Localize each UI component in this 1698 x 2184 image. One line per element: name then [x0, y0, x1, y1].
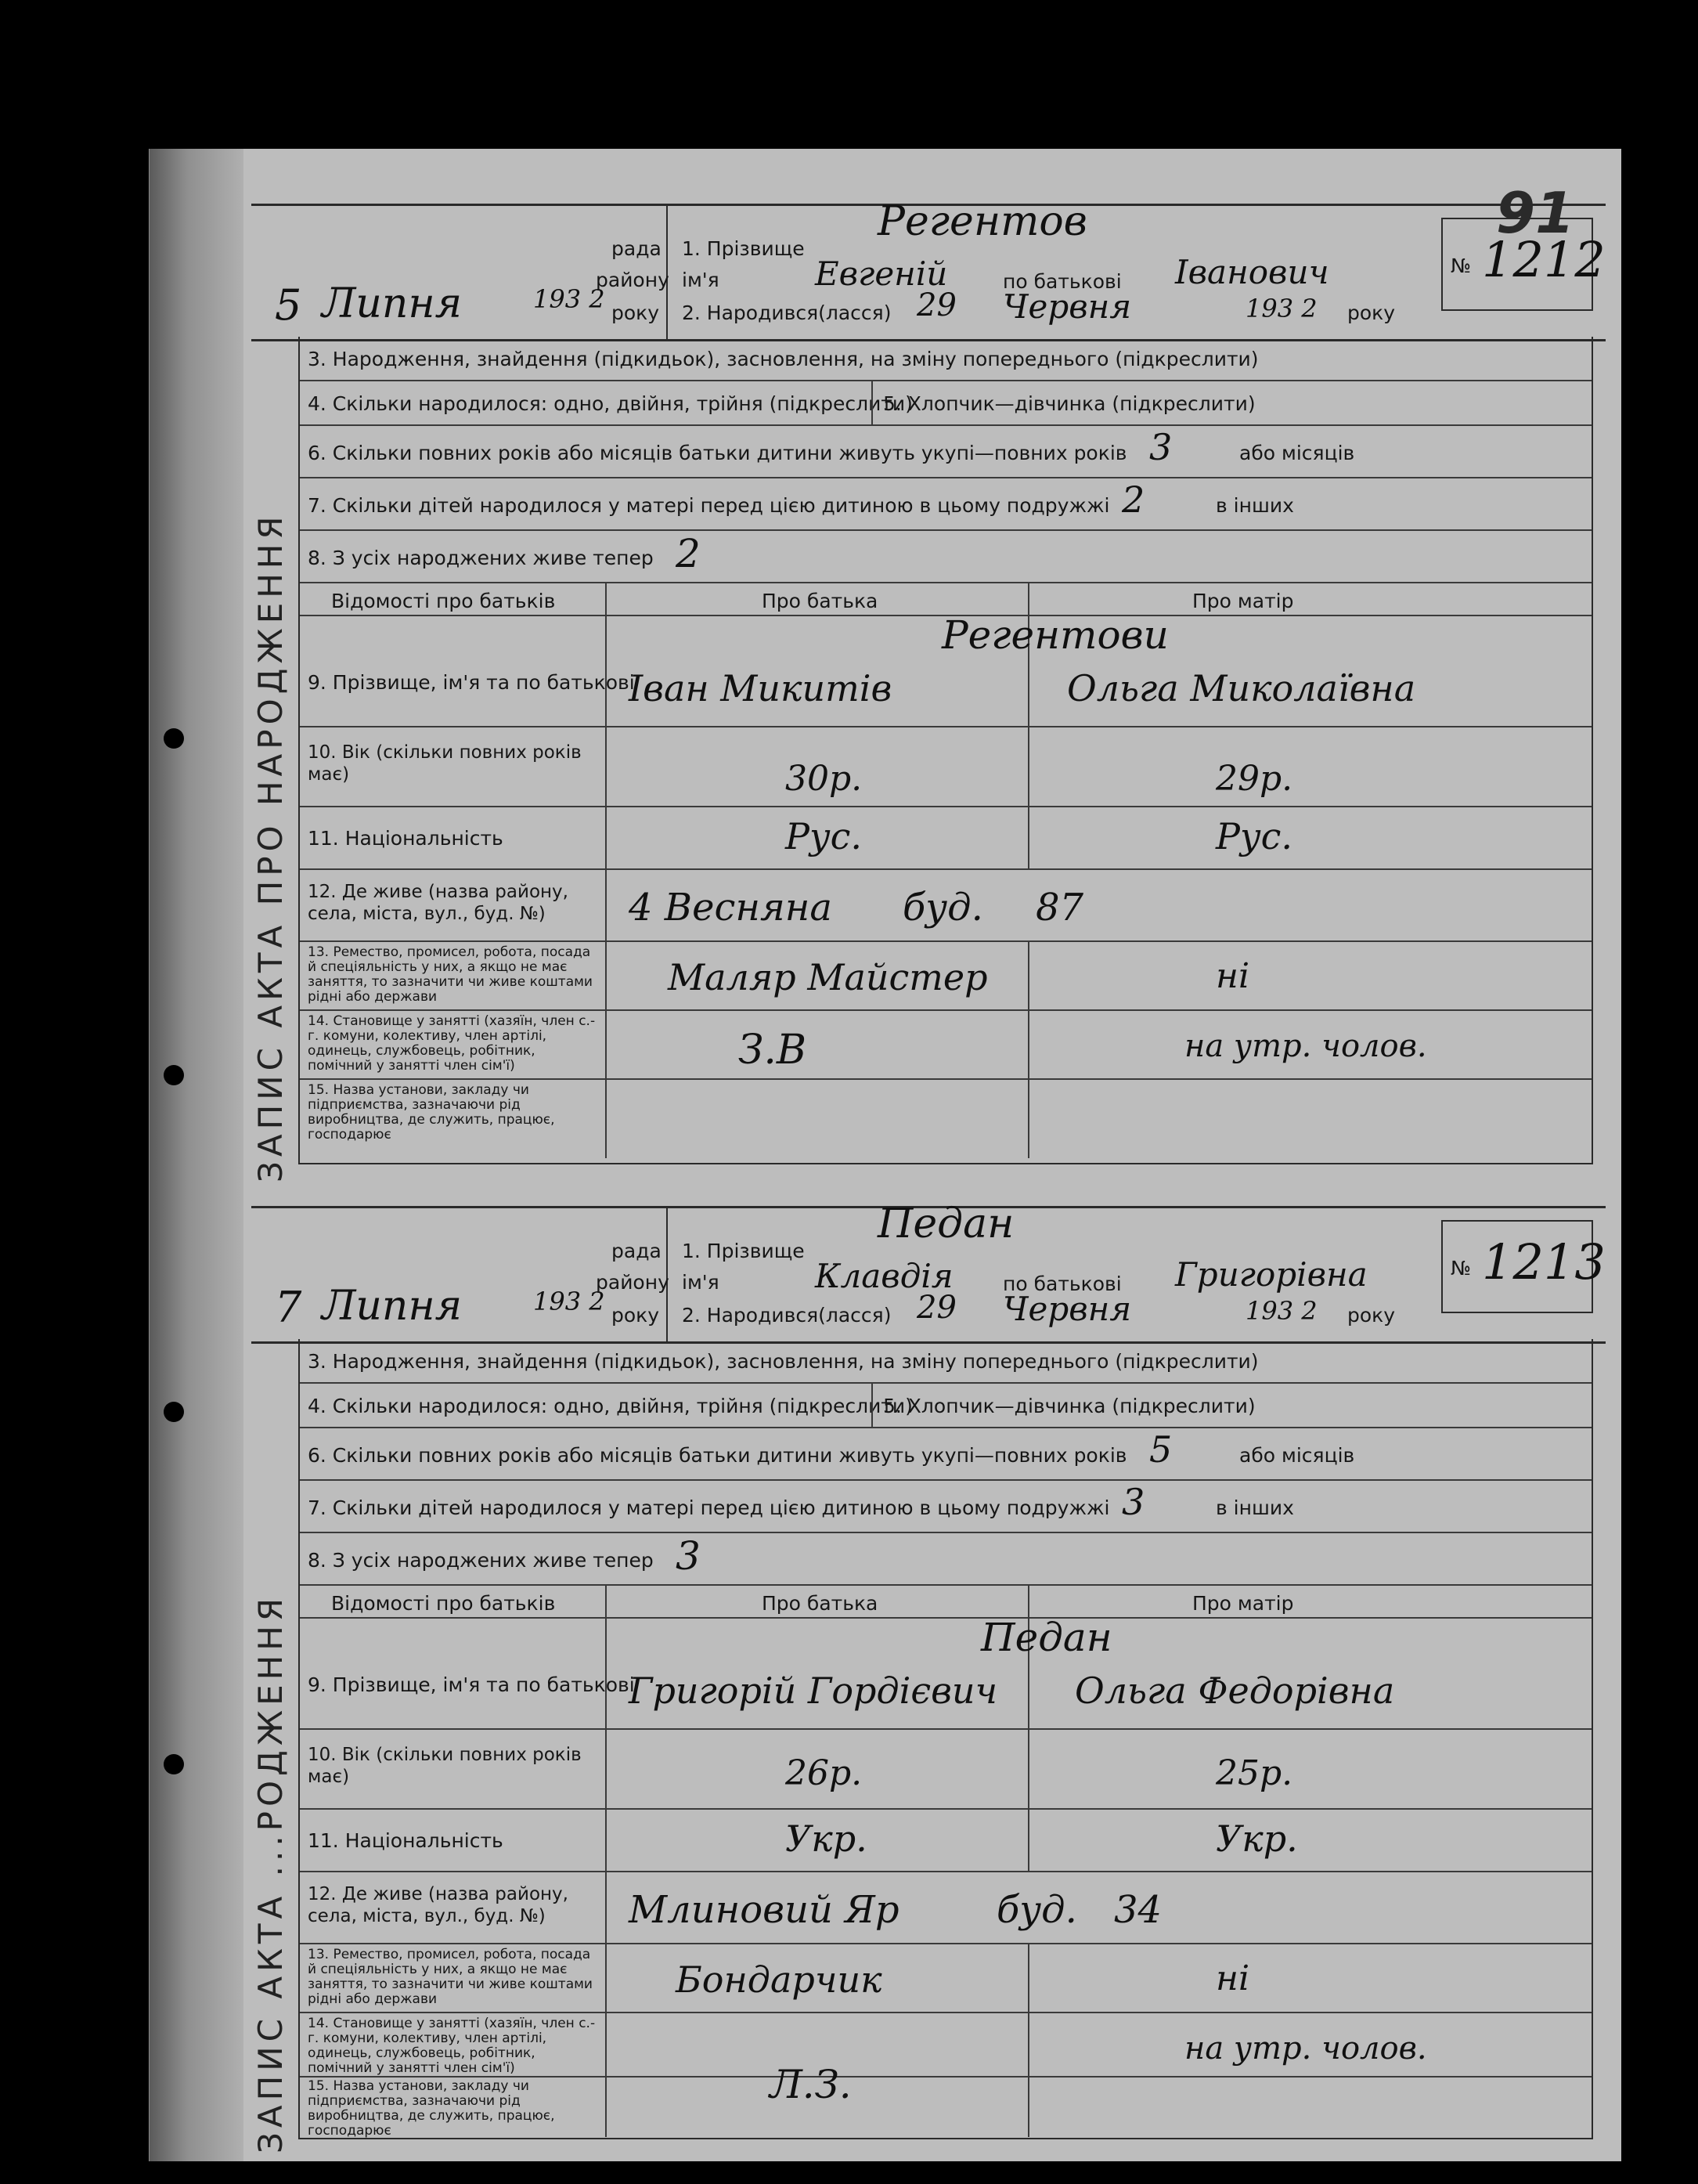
address-building-number: 34	[1114, 1888, 1163, 1932]
q10-row	[300, 727, 1592, 807]
q13-label: 13. Ремество, промисел, робота, посада й спеціяльність у них, а якщо не має заняття, то зазначити чи живе коштами рідні або держави	[308, 1947, 593, 2007]
record-number-box	[1441, 218, 1606, 311]
q7-row	[300, 478, 1592, 531]
q10-label: 10. Вік (скільки повних років має)	[308, 1745, 582, 1787]
q4-row	[300, 381, 1592, 426]
born-label: 2. Народився(ласся)	[682, 1304, 892, 1327]
page-number: 91	[1496, 180, 1575, 246]
q6b-label: або місяців	[1239, 1444, 1355, 1467]
q14-row	[300, 1011, 1592, 1080]
reg-month: Липня	[322, 280, 463, 327]
years-together: 3	[1149, 426, 1173, 468]
q15-row	[300, 1080, 1592, 1158]
reg-year: 193 2	[533, 284, 605, 314]
roku-label: року	[611, 301, 660, 324]
q6-row	[300, 426, 1592, 478]
binding-hole	[164, 1402, 184, 1422]
address-street: Млиновий Яр	[629, 1888, 899, 1932]
father-occupation: Маляр Майстер	[668, 956, 988, 998]
q12-row	[300, 1872, 1592, 1944]
q6-label: 6. Скільки повних років або місяців батьки дитини живуть укупі—повних років	[308, 442, 1127, 464]
parents-surname: Регентови	[942, 612, 1169, 658]
q8-label: 8. З усіх народжених живе тепер	[308, 1549, 654, 1572]
number-sign: №	[1451, 254, 1472, 277]
address-street: 4 Весняна	[629, 886, 832, 930]
side-title: ЗАПИС АКТА ПРО НАРОДЖЕННЯ	[251, 511, 290, 1182]
birth-year: 193 2	[1246, 294, 1318, 323]
raion-label: району	[596, 269, 669, 291]
birth-month: Червня	[1003, 1290, 1132, 1328]
father-occupation: Бондарчик	[676, 1958, 882, 2001]
birth-record-1	[251, 198, 1606, 1167]
record-number-box	[1441, 1220, 1606, 1313]
q9-label: 9. Прізвище, ім'я та по батькові	[308, 1673, 635, 1696]
q10-label: 10. Вік (скільки повних років має)	[308, 742, 582, 785]
binding-hole	[164, 728, 184, 749]
raion-label: району	[596, 1271, 669, 1294]
q10-row	[300, 1730, 1592, 1810]
parents-surname: Педан	[981, 1615, 1112, 1660]
record-number: 1213	[1482, 1233, 1606, 1291]
q4-label: 4. Скільки народилося: одно, двійня, трійня (підкреслити)	[308, 1395, 913, 1417]
q7-row	[300, 1481, 1592, 1533]
birth-month: Червня	[1003, 287, 1132, 326]
side-title: ЗАПИС АКТА ...РОДЖЕННЯ	[251, 1594, 290, 2153]
name-label: ім'я	[682, 269, 719, 291]
q3-row	[300, 337, 1592, 381]
name-label: ім'я	[682, 1271, 719, 1294]
col-father: Про батька	[762, 1592, 878, 1615]
name-value: Евгеній	[815, 254, 948, 293]
mother-occupation: ні	[1216, 956, 1250, 996]
record-header	[251, 198, 1606, 341]
q12-row	[300, 870, 1592, 942]
patronymic-value: Іванович	[1175, 253, 1329, 291]
bound-spine	[150, 149, 243, 2161]
col-parents-info: Відомості про батьків	[331, 1592, 556, 1615]
surname-label: 1. Прізвище	[682, 1240, 805, 1262]
name-value: Клавдія	[815, 1257, 954, 1295]
rada-label: рада	[611, 237, 662, 260]
mother-status: на утр. чолов.	[1184, 2031, 1427, 2067]
binding-hole	[164, 1065, 184, 1085]
binding-hole	[164, 1754, 184, 1774]
q14-row	[300, 2013, 1592, 2078]
q5-label: 5. Хлопчик—дівчинка (підкреслити)	[883, 392, 1256, 415]
roku-label: року	[611, 1304, 660, 1327]
reg-day: 5	[275, 280, 302, 330]
q7-label: 7. Скільки дітей народилося у матері перед цією дитиною в цьому подружжі	[308, 1496, 1110, 1519]
reg-year: 193 2	[533, 1287, 605, 1316]
parents-header-row	[300, 583, 1592, 616]
roku-label: року	[1347, 1304, 1396, 1327]
col-mother: Про матір	[1192, 1592, 1294, 1615]
mother-age: 29р.	[1216, 759, 1293, 799]
q9-label: 9. Прізвище, ім'я та по батькові	[308, 671, 635, 694]
number-sign: №	[1451, 1257, 1472, 1280]
rada-label: рада	[611, 1240, 662, 1262]
patronymic-value: Григорівна	[1175, 1255, 1368, 1294]
parents-header-row	[300, 1586, 1592, 1619]
alive-now: 3	[676, 1533, 701, 1579]
father-status: З.В	[738, 1027, 807, 1074]
record-number: 1212	[1482, 231, 1606, 288]
q15-label: 15. Назва установи, закладу чи підприємства, зазначаючи рід виробництва, де служить, працює, господарює	[308, 1082, 555, 1143]
q3-row	[300, 1339, 1592, 1384]
q12-label: 12. Де живе (назва району, села, міста, вул., буд. №)	[308, 882, 568, 924]
q5-label: 5. Хлопчик—дівчинка (підкреслити)	[883, 1395, 1256, 1417]
surname-value: Регентов	[878, 198, 1087, 245]
mother-occupation: ні	[1216, 1958, 1250, 1998]
reg-month: Липня	[322, 1283, 463, 1330]
birth-day: 29	[917, 1290, 957, 1326]
q4-label: 4. Скільки народилося: одно, двійня, трійня (підкреслити)	[308, 392, 913, 415]
birth-record-2	[251, 1200, 1606, 2146]
register-page	[149, 149, 1621, 2161]
mother-status: на утр. чолов.	[1184, 1028, 1427, 1064]
q3-label: 3. Народження, знайдення (підкидьок), засновлення, на зміну попереднього (підкреслити)	[308, 1350, 1259, 1373]
q11-row	[300, 1810, 1592, 1872]
mother-age: 25р.	[1216, 1753, 1293, 1793]
children-before: 2	[1122, 478, 1145, 521]
surname-value: Педан	[878, 1200, 1015, 1247]
years-together: 5	[1149, 1428, 1173, 1471]
record-form	[298, 337, 1593, 1164]
father-name: Григорій Гордієвич	[629, 1670, 998, 1712]
roku-label: року	[1347, 301, 1396, 324]
q13-row	[300, 1944, 1592, 2013]
father-name: Іван Микитів	[629, 667, 892, 709]
col-father: Про батька	[762, 590, 878, 612]
q13-row	[300, 942, 1592, 1011]
father-nationality: Укр.	[785, 1818, 867, 1860]
born-label: 2. Народився(ласся)	[682, 301, 892, 324]
father-status: Л.З.	[770, 2062, 852, 2107]
q9-row	[300, 612, 1592, 727]
q8-row	[300, 531, 1592, 583]
address-building-label: буд.	[903, 886, 983, 930]
father-age: 30р.	[785, 759, 863, 799]
mother-nationality: Рус.	[1216, 815, 1293, 857]
q12-label: 12. Де живе (назва району, села, міста, вул., буд. №)	[308, 1884, 568, 1926]
q6-label: 6. Скільки повних років або місяців батьки дитини живуть укупі—повних років	[308, 1444, 1127, 1467]
col-mother: Про матір	[1192, 590, 1294, 612]
father-nationality: Рус.	[785, 815, 863, 857]
q11-label: 11. Національність	[308, 1829, 503, 1852]
q6-row	[300, 1428, 1592, 1481]
mother-name: Ольга Миколаївна	[1067, 667, 1416, 709]
address-building-label: буд.	[997, 1888, 1077, 1932]
q7b-label: в інших	[1216, 494, 1294, 517]
patronymic-label: по батькові	[1003, 1272, 1122, 1295]
birth-year: 193 2	[1246, 1296, 1318, 1326]
q6b-label: або місяців	[1239, 442, 1355, 464]
q11-label: 11. Національність	[308, 827, 503, 850]
q8-label: 8. З усіх народжених живе тепер	[308, 547, 654, 569]
patronymic-label: по батькові	[1003, 270, 1122, 293]
q13-label: 13. Ремество, промисел, робота, посада й спеціяльність у них, а якщо не має заняття, то зазначити чи живе коштами рідні або держави	[308, 944, 593, 1005]
col-parents-info: Відомості про батьків	[331, 590, 556, 612]
q7b-label: в інших	[1216, 1496, 1294, 1519]
record-form	[298, 1339, 1593, 2139]
q9-row	[300, 1615, 1592, 1730]
address-building-number: 87	[1036, 886, 1084, 930]
record-header	[251, 1200, 1606, 1344]
q4-row	[300, 1384, 1592, 1428]
q15-label: 15. Назва установи, закладу чи підприємства, зазначаючи рід виробництва, де служить, працює, господарює	[308, 2078, 555, 2139]
q14-label: 14. Становище у занятті (хазяїн, член с.-г. комуни, колективу, член артілі, одинець, службовець, робітник, помічний у занятті член сім'ї)	[308, 2016, 596, 2076]
surname-label: 1. Прізвище	[682, 237, 805, 260]
q15-row	[300, 2062, 1592, 2139]
q11-row	[300, 807, 1592, 870]
q7-label: 7. Скільки дітей народилося у матері перед цією дитиною в цьому подружжі	[308, 494, 1110, 517]
q14-label: 14. Становище у занятті (хазяїн, член с.-г. комуни, колективу, член артілі, одинець, службовець, робітник, помічний у занятті член сім'ї)	[308, 1013, 596, 1074]
reg-day: 7	[275, 1283, 302, 1332]
q3-label: 3. Народження, знайдення (підкидьок), засновлення, на зміну попереднього (підкреслити)	[308, 348, 1259, 370]
alive-now: 2	[676, 531, 701, 576]
children-before: 3	[1122, 1481, 1145, 1523]
q8-row	[300, 1533, 1592, 1586]
birth-day: 29	[917, 287, 957, 323]
father-age: 26р.	[785, 1753, 863, 1793]
mother-name: Ольга Федорівна	[1075, 1670, 1395, 1712]
mother-nationality: Укр.	[1216, 1818, 1298, 1860]
